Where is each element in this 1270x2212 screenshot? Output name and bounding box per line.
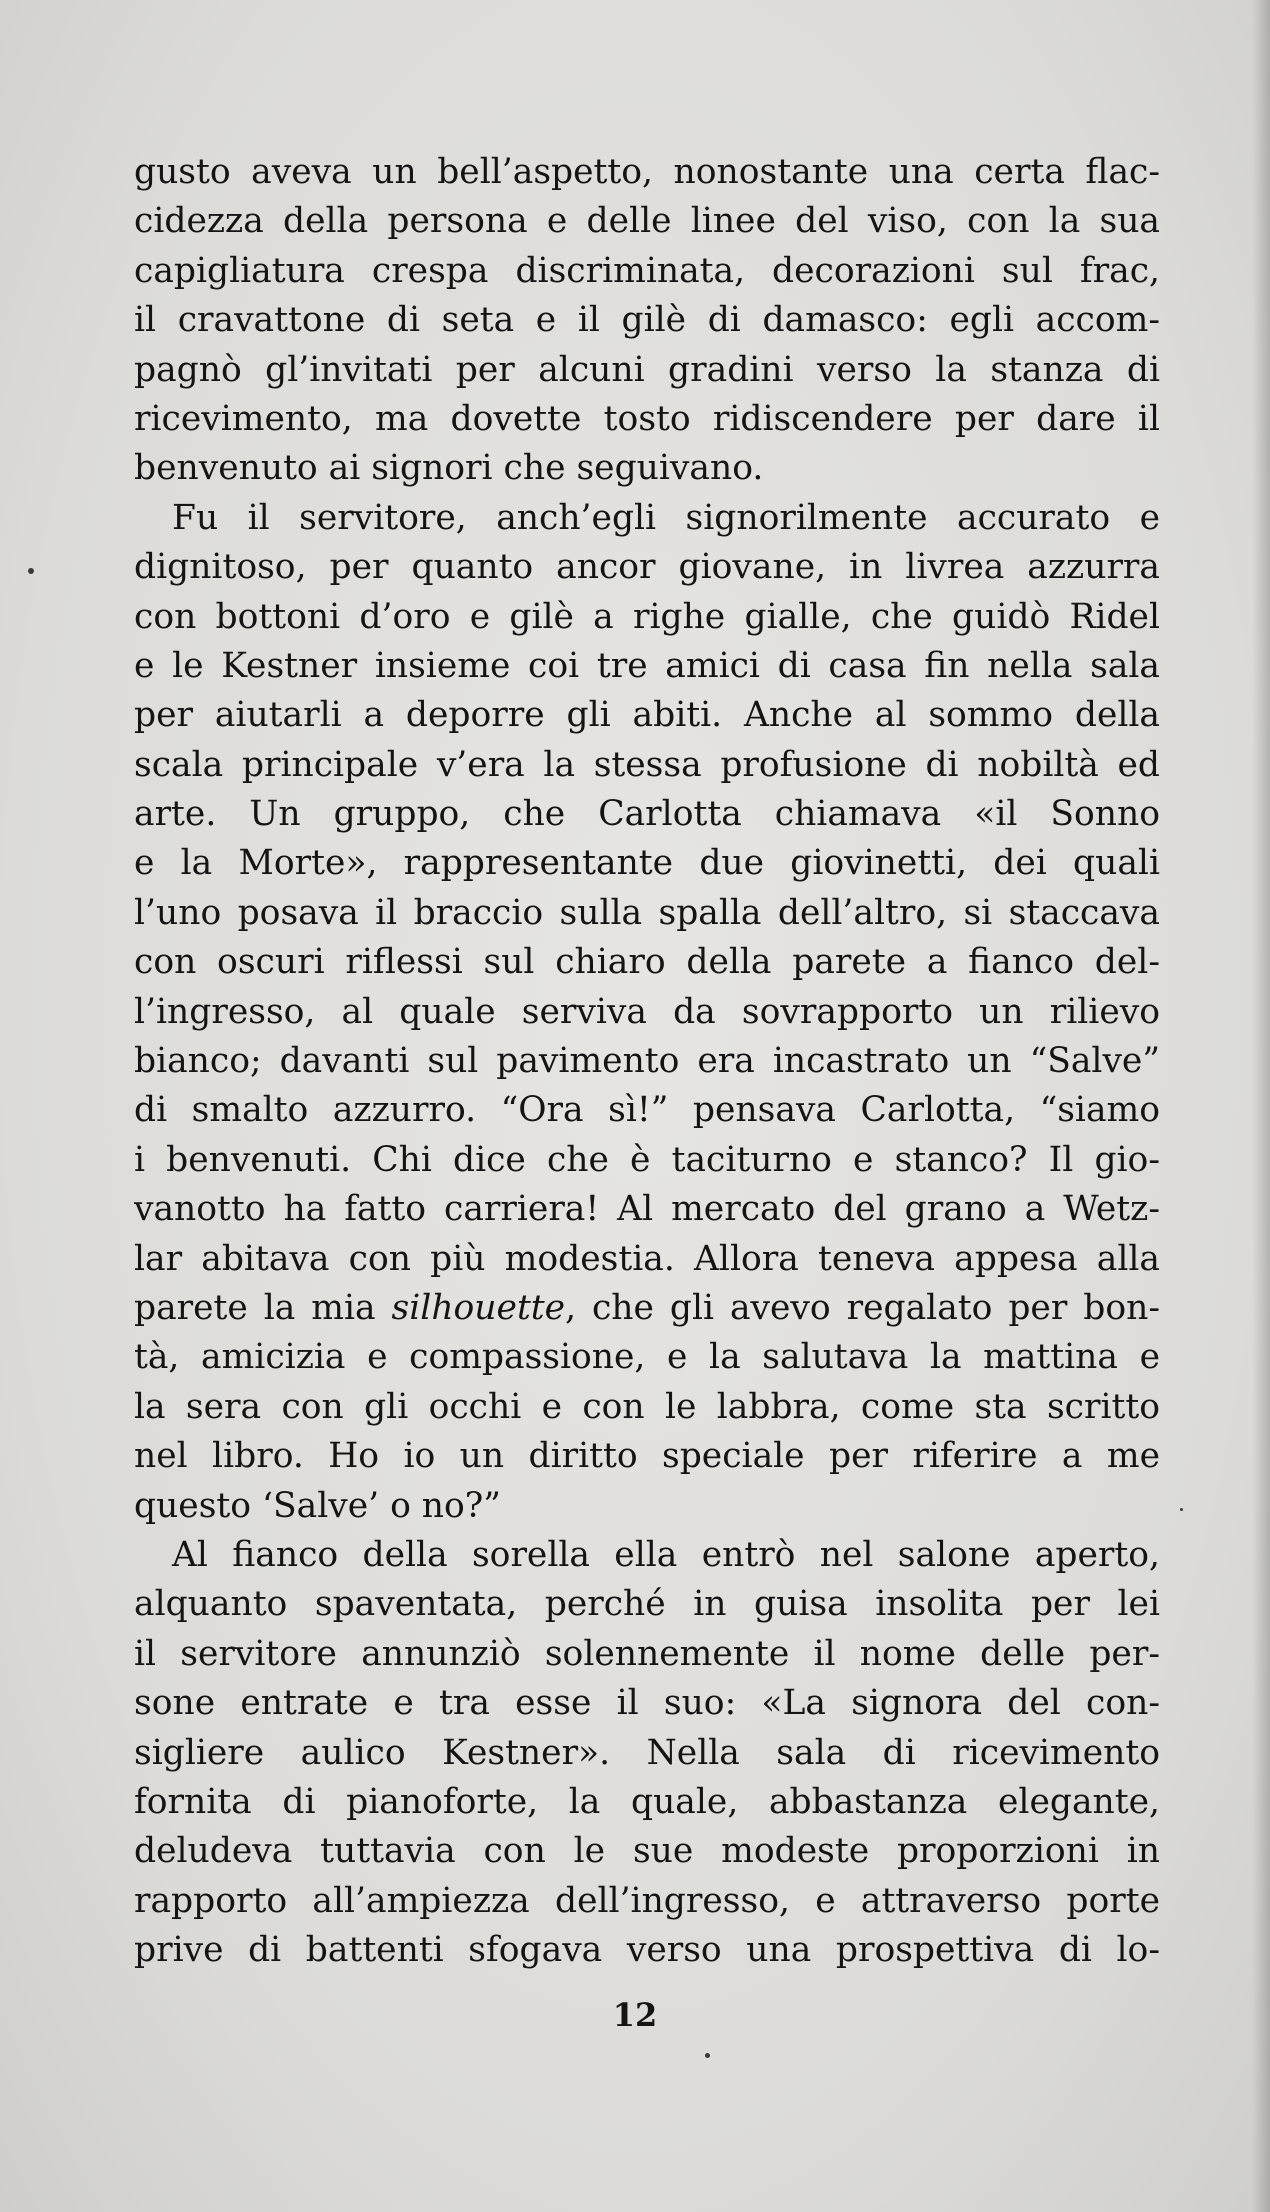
text-line: fornita di pianoforte, la quale, abbastanza elegante, [134, 1781, 1160, 1822]
italic-word-silhouette: silhouette [391, 1287, 566, 1328]
page-edge-shadow [1252, 0, 1270, 2212]
text-line: deludeva tuttavia con le sue modeste proporzioni in [134, 1831, 1160, 1872]
text-line: gusto aveva un bell’aspetto, nonostante una certa flac- [134, 152, 1160, 192]
text-line: lar abitava con più modestia. Allora teneva appesa alla [134, 1238, 1160, 1279]
paper-speck [705, 2053, 710, 2058]
text-line: sigliere aulico Kestner». Nella sala di ricevimento [134, 1732, 1160, 1773]
text-line: arte. Un gruppo, che Carlotta chiamava «il Sonno [134, 794, 1160, 835]
text-line: cidezza della persona e delle linee del viso, con la sua [134, 201, 1160, 242]
text-line: vanotto ha fatto carriera! Al mercato del grano a Wetz- [134, 1189, 1160, 1230]
text-line: la sera con gli occhi e con le labbra, come sta scritto [134, 1386, 1160, 1427]
text-line: con bottoni d’oro e gilè a righe gialle, che guidò Ridel [134, 596, 1160, 637]
text-line: prive di battenti sfogava verso una prospettiva di lo- [134, 1930, 1160, 1971]
text-line: rapporto all’ampiezza dell’ingresso, e attraverso porte [134, 1880, 1160, 1921]
paper-speck [28, 568, 34, 574]
text-line: capigliatura crespa discriminata, decorazioni sul frac, [134, 250, 1160, 291]
text-line: e la Morte», rappresentante due giovinetti, dei quali [134, 843, 1160, 884]
text-line: con oscuri riflessi sul chiaro della parete a fianco del- [134, 942, 1160, 983]
text-line: il cravattone di seta e il gilè di damasco: egli accom- [134, 300, 1160, 341]
text-line: tà, amicizia e compassione, e la salutava la mattina e [134, 1337, 1160, 1378]
text-line: il servitore annunziò solennemente il nome delle per- [134, 1633, 1160, 1674]
paper-speck [1180, 1508, 1183, 1511]
text-line: l’ingresso, al quale serviva da sovrapporto un rilievo [134, 991, 1160, 1032]
text-line-silhouette [134, 1284, 1160, 1333]
text-line: sone entrate e tra esse il suo: «La signora del con- [134, 1683, 1160, 1724]
paragraph-start-line: Fu il servitore, anch’egli signorilmente accurato e [172, 497, 1160, 538]
text-line: per aiutarli a deporre gli abiti. Anche al sommo della [134, 695, 1160, 736]
text-line: l’uno posava il braccio sulla spalla dell’altro, si staccava [134, 892, 1160, 933]
text-line: alquanto spaventata, perché in guisa insolita per lei [134, 1584, 1160, 1625]
body-text [134, 148, 1160, 1975]
text-line: benvenuto ai signori che seguivano. [134, 448, 764, 489]
page-number: 12 [612, 1996, 658, 2034]
text-line: pagnò gl’invitati per alcuni gradini verso la stanza di [134, 349, 1160, 390]
text-line: e le Kestner insieme coi tre amici di casa fin nella sala [134, 645, 1160, 686]
text-fragment: parete la mia [134, 1287, 392, 1328]
text-fragment: , che gli avevo regalato per bon- [565, 1287, 1160, 1328]
text-line: i benvenuti. Chi dice che è taciturno e stanco? Il gio- [134, 1139, 1160, 1180]
text-line: bianco; davanti sul pavimento era incastrato un “Salve” [134, 1041, 1160, 1082]
text-line: ricevimento, ma dovette tosto ridiscendere per dare il [134, 398, 1160, 439]
text-line: di smalto azzurro. “Ora sì!” pensava Carlotta, “siamo [134, 1090, 1160, 1131]
paragraph-start-line: Al fianco della sorella ella entrò nel salone aperto, [172, 1534, 1160, 1575]
text-line: questo ‘Salve’ o no?” [134, 1485, 501, 1526]
text-line: nel libro. Ho io un diritto speciale per riferire a me [134, 1436, 1160, 1477]
text-line: dignitoso, per quanto ancor giovane, in livrea azzurra [134, 547, 1160, 588]
text-line: scala principale v’era la stessa profusione di nobiltà ed [134, 744, 1160, 785]
